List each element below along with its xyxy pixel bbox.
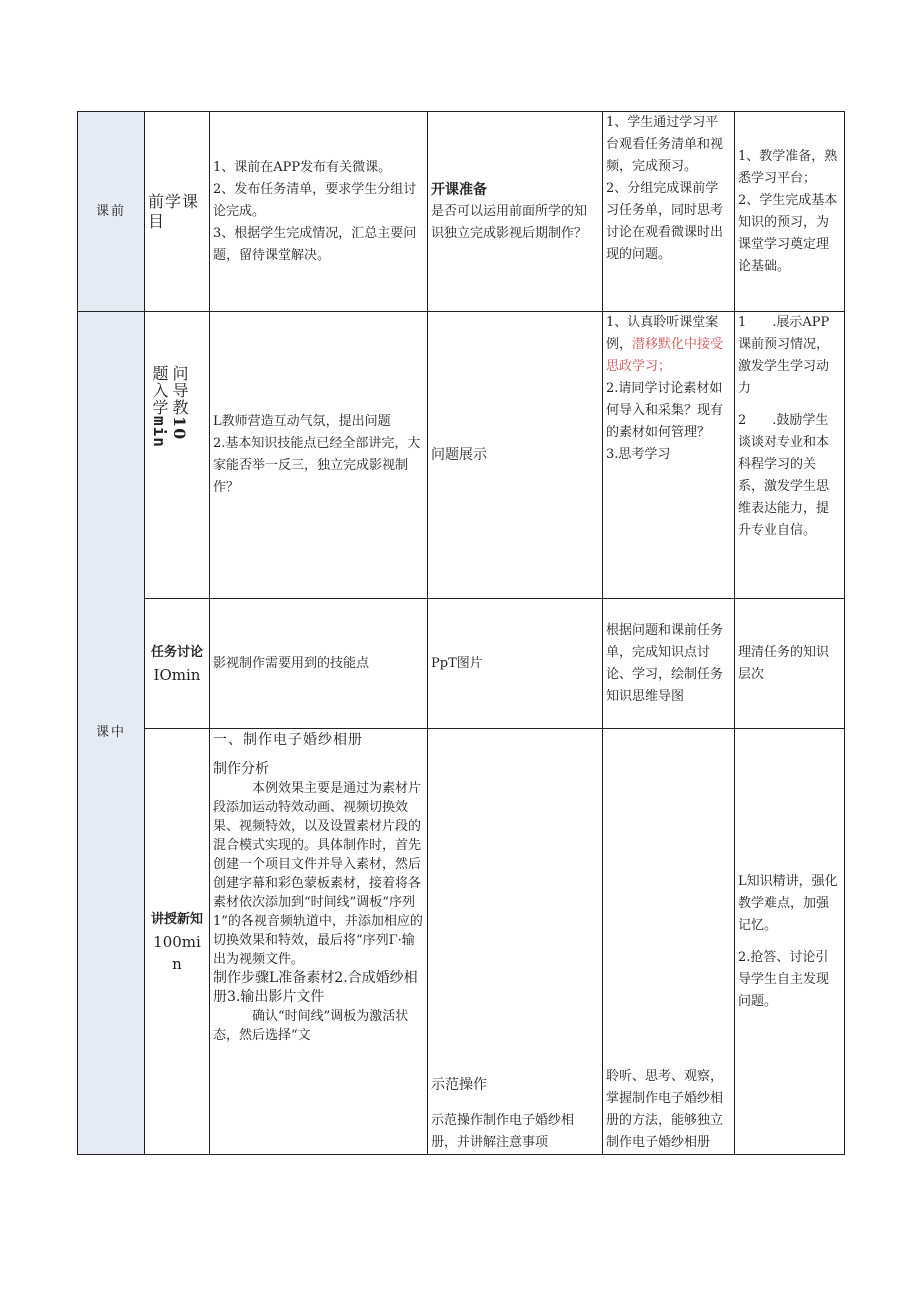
content-body: 是否可以运用前面所学的知识独立完成影视后期制作？ bbox=[431, 203, 588, 241]
intent-item: 2.抢答、讨论引导学生自主发现问题。 bbox=[738, 949, 830, 1009]
teacher-item: 1、课前在APP发布有关微课。 bbox=[213, 159, 392, 175]
row-new-knowledge bbox=[78, 729, 845, 1155]
student-item: 3.思考学习 bbox=[606, 447, 671, 462]
content-cell bbox=[428, 312, 603, 599]
student-activity bbox=[603, 112, 735, 312]
phase-duration: IOmin bbox=[153, 665, 201, 684]
student-item: 1、学生通过学习平台观看任务清单和视频，完成预习。 bbox=[606, 115, 724, 174]
student-item: 2.请同学讨论素材如何导入和采集？现有的素材如何管理？ bbox=[606, 381, 724, 440]
design-intent: 理清任务的知识层次 bbox=[735, 599, 845, 729]
content-cell: PpT图片 bbox=[428, 599, 603, 729]
phase-label: 前学课目 bbox=[148, 191, 200, 231]
phase-cell bbox=[145, 312, 210, 599]
design-intent bbox=[735, 112, 845, 312]
student-activity: 根据问题和课前任务单，完成知识点讨论、学习，绘制任务知识思维导图 bbox=[603, 599, 735, 729]
design-intent bbox=[735, 312, 845, 599]
phase-cell bbox=[145, 599, 210, 729]
phase-label: 题入学min bbox=[150, 365, 169, 448]
steps-text: 制作步骤L准备素材2.合成婚纱相册3.输出影片文件 bbox=[213, 970, 418, 1005]
section-subtitle: 制作分析 bbox=[213, 761, 269, 777]
row-discussion bbox=[78, 599, 845, 729]
phase-duration: n bbox=[172, 954, 182, 973]
student-activity: 聆听、思考、观察，掌握制作电子婚纱相册的方法，能够独立制作电子婚纱相册 bbox=[603, 729, 735, 1155]
content-cell bbox=[428, 729, 603, 1155]
content-title: 开课准备 bbox=[431, 181, 487, 198]
teacher-activity: 影视制作需要用到的技能点 bbox=[210, 599, 428, 729]
confirm-text: 确认“时间线”调板为激活状态，然后选择“文 bbox=[213, 1009, 409, 1043]
content-body: 示范操作制作电子婚纱相册，并讲解注意事项 bbox=[431, 1113, 575, 1150]
analysis-text: 本例效果主要是通过为素材片段添加运动特效动画、视频切换效果、视频特效，以及设置素材片段的混合模式实现的。具体制作时，首先创建一个项目文件并导入素材，然后创建字幕和彩色蒙板素材，接着将各素材依次添加到“时间线”调板“序列1”的各视音频轨道中，并添加相应的切换效果和特效，最后将“序列Γ·输出为视频文件。 bbox=[213, 781, 423, 967]
phase-duration: 100mi bbox=[153, 932, 201, 951]
section-title: 一、制作电子婚纱相册 bbox=[213, 732, 363, 748]
content-title: 问题展示 bbox=[431, 447, 487, 463]
lesson-plan-table bbox=[77, 111, 845, 1155]
teacher-activity bbox=[210, 112, 428, 312]
teacher-item: 2.基本知识技能点已经全部讲完，大家能否举一反三，独立完成影视制作？ bbox=[213, 436, 421, 495]
student-item: 2、分组完成课前学习任务单，同时思考讨论在观看微课时出现的问题。 bbox=[606, 181, 724, 262]
student-item: 1、认真聆听课堂案例，潜移默化中接受思政学习； bbox=[606, 315, 724, 374]
intent-item: 2、学生完成基本知识的预习，为课堂学习奠定理论基础。 bbox=[738, 192, 838, 274]
phase-cell bbox=[145, 729, 210, 1155]
teacher-item: 2、发布任务清单，要求学生分组讨论完成。 bbox=[213, 181, 417, 219]
ideology-note: 潜移默化中接受思政学习； bbox=[606, 337, 724, 374]
intent-item: 1 .展示APP课前预习情况，激发学生学习动力 bbox=[738, 315, 830, 396]
stage-in-class: 课中 bbox=[78, 312, 145, 1155]
teacher-item: 3、根据学生完成情况，汇总主要问题，留待课堂解决。 bbox=[213, 225, 417, 263]
phase-label: 问导教10 bbox=[170, 365, 189, 441]
content-cell bbox=[428, 112, 603, 312]
teacher-item: L教师营造互动气氛，提出问题 bbox=[213, 414, 391, 429]
stage-pre-class: 课前 bbox=[78, 112, 145, 312]
design-intent bbox=[735, 729, 845, 1155]
intent-item: 2 .鼓励学生谈谈对专业和本科程学习的关系，激发学生思维表达能力，提升专业自信。 bbox=[738, 413, 830, 538]
student-activity bbox=[603, 312, 735, 599]
intent-item: L知识精讲，强化教学难点，加强记忆。 bbox=[738, 873, 838, 933]
teacher-activity bbox=[210, 729, 428, 1155]
intent-item: 1、教学准备，熟悉学习平台； bbox=[738, 148, 838, 186]
phase-cell bbox=[145, 112, 210, 312]
content-title: 示范操作 bbox=[431, 1077, 487, 1093]
row-intro bbox=[78, 312, 845, 599]
phase-label: 讲授新知 bbox=[150, 911, 203, 927]
teacher-activity bbox=[210, 312, 428, 599]
phase-label: 任务讨论 bbox=[150, 644, 203, 660]
row-pre-class bbox=[78, 112, 845, 312]
